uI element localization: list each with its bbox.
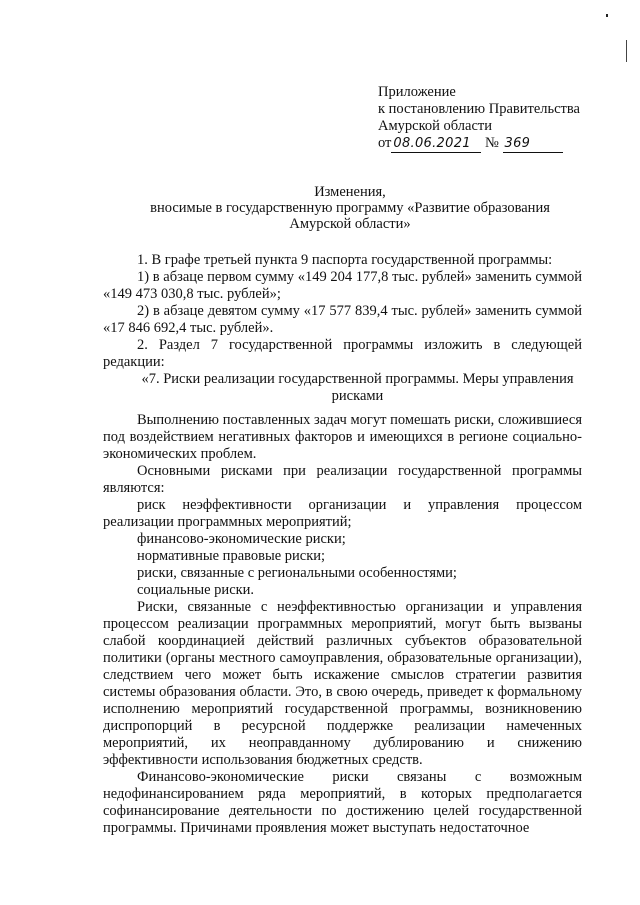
item-2: 2. Раздел 7 государственной программы изложить в следующей редакции: <box>103 337 582 370</box>
appendix-title: Приложение <box>378 84 456 100</box>
scan-artifact-edge <box>626 40 627 62</box>
risk-item-5: социальные риски. <box>137 582 255 598</box>
handwritten-date: 08.06.2021 <box>391 135 481 153</box>
title-line-2: вносимые в государственную программу «Развитие образования <box>150 200 550 216</box>
appendix-resolution: к постановлению Правительства <box>378 101 580 117</box>
risk-item-4: риски, связанные с региональными особенностями; <box>137 565 457 581</box>
item-1: 1. В графе третьей пункта 9 паспорта государственной программы: <box>137 252 553 268</box>
title-line-1: Изменения, <box>314 184 386 200</box>
document-body-main <box>103 412 582 837</box>
scan-artifact-dot <box>606 14 608 17</box>
appendix-region: Амурской области <box>378 118 492 134</box>
document-title <box>100 184 600 232</box>
risk-item-1: риск неэффективности организации и управления процессом реализации программных мероприятий; <box>103 497 582 530</box>
paragraph-management-risks: Риски, связанные с неэффективностью организации и управления процессом реализации программных мероприятий, могут быть вызваны слабой координацией действий различных субъектов образовательной политики (органы местного самоуправления, образовательные организации), следствием чего может быть искажение смыслов стратегии развития системы образования области. Это, в свою очередь, приведет к формальному исполнению мероприятий государственной программы, возникновению диспропорций в ресурсной поддержке реализации намеченных мероприятий, их неоправданному дублированию и снижению эффективности использования бюджетных средств. <box>103 599 582 768</box>
title-line-3: Амурской области» <box>289 216 411 232</box>
number-sign: № <box>485 135 499 151</box>
risk-item-3: нормативные правовые риски; <box>137 548 326 564</box>
item-1-2: 2) в абзаце девятом сумму «17 577 839,4 тыс. рублей» заменить суммой «17 846 692,4 тыс. рублей». <box>103 303 582 336</box>
paragraph-intro: Выполнению поставленных задач могут помешать риски, сложившиеся под воздействием негативных факторов и имеющихся в регионе социально-экономических проблем. <box>103 412 582 462</box>
date-prefix: от <box>378 135 392 151</box>
appendix-date-row <box>378 135 580 153</box>
handwritten-number: 369 <box>503 135 563 153</box>
risk-item-2: финансово-экономические риски; <box>137 531 346 547</box>
section-heading: «7. Риски реализации государственной программы. Меры управления рисками <box>141 371 574 404</box>
paragraph-main-risks: Основными рисками при реализации государственной программы являются: <box>103 463 582 496</box>
paragraph-financial-risks: Финансово-экономические риски связаны с возможным недофинансированием ряда мероприятий, в которых предполагается софинансирование деятельности по достижению целей государственной программы. Причинами проявления может выступать недостаточное <box>103 769 582 836</box>
item-1-1: 1) в абзаце первом сумму «149 204 177,8 тыс. рублей» заменить суммой «149 473 030,8 тыс. рублей»; <box>103 269 582 302</box>
document-body-top <box>103 252 582 405</box>
appendix-block <box>378 84 580 153</box>
